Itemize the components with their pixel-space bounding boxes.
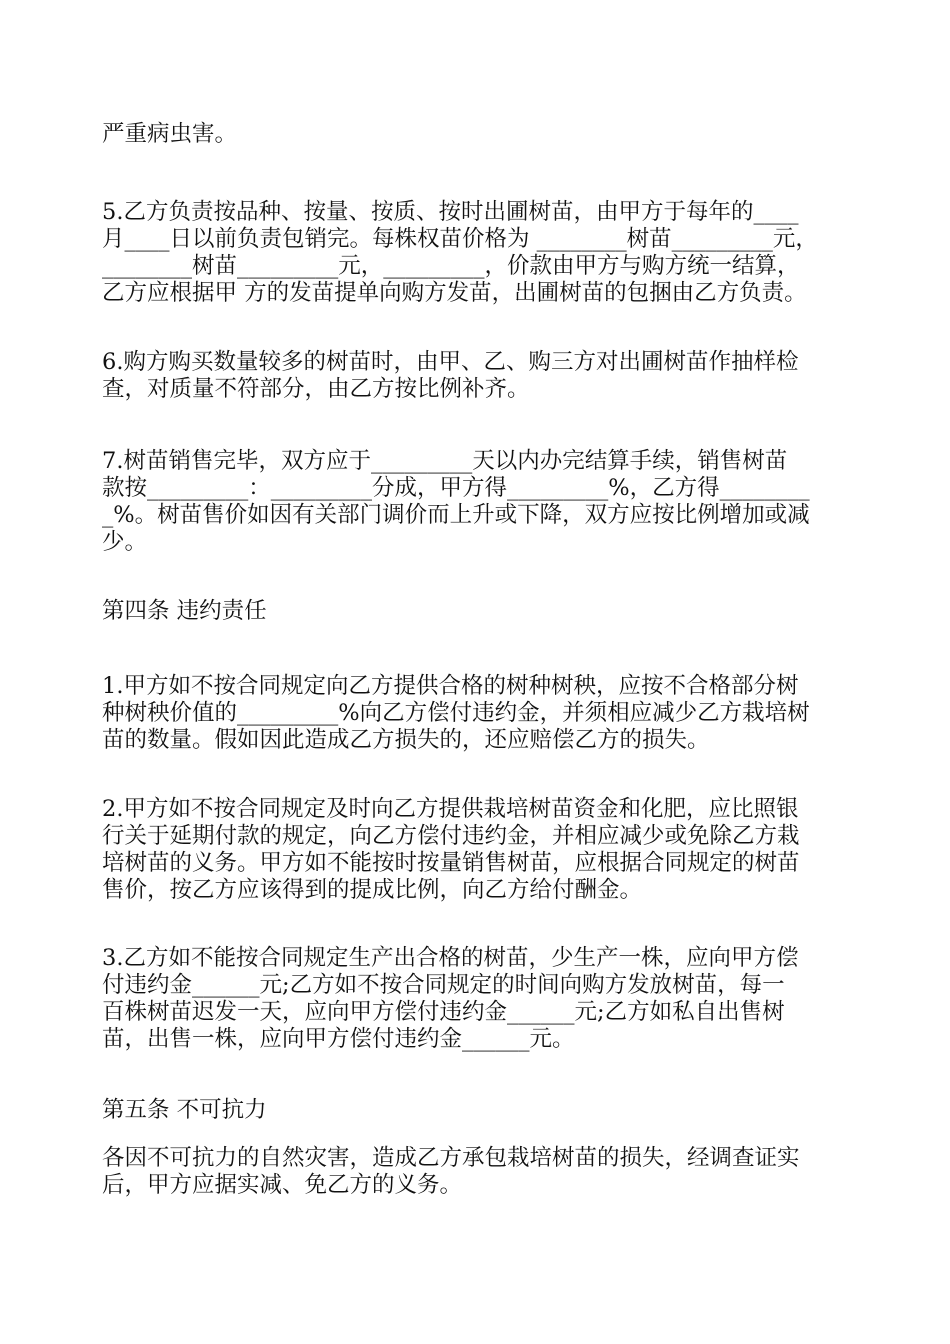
paragraph-line: 6.购方购买数量较多的树苗时，由甲、乙、购三方对出圃树苗作抽样检: [102, 349, 799, 375]
paragraph-line: 乙方应根据甲 方的发苗提单向购方发苗，出圃树苗的包捆由乙方负责。: [102, 280, 807, 306]
paragraph-line: 1.甲方如不按合同规定向乙方提供合格的树种树秧，应按不合格部分树: [102, 673, 799, 699]
paragraph-line: 种树秧价值的_________%向乙方偿付违约金，并须相应减少乙方栽培树: [102, 700, 810, 726]
paragraph-line: 后，甲方应据实减、免乙方的义务。: [102, 1172, 463, 1198]
paragraph-line: 7.树苗销售完毕，双方应于_________天以内办完结算手续，销售树苗: [102, 448, 788, 474]
paragraph-line: 培树苗的义务。甲方如不能按时按量销售树苗，应根据合同规定的树苗: [102, 850, 800, 876]
paragraph-line: 少。: [102, 529, 148, 555]
section-heading: 第五条 不可抗力: [102, 1097, 267, 1123]
paragraph-line: 各因不可抗力的自然灾害，造成乙方承包栽培树苗的损失，经调查证实: [102, 1145, 800, 1171]
paragraph-line: 3.乙方如不能按合同规定生产出合格的树苗，少生产一株，应向甲方偿: [102, 945, 799, 971]
paragraph-line: 查，对质量不符部分，由乙方按比例补齐。: [102, 376, 530, 402]
paragraph-line: _%。树苗售价如因有关部门调价而上升或下降，双方应按比例增加或减: [102, 502, 810, 528]
paragraph-line: 行关于延期付款的规定，向乙方偿付违约金，并相应减少或免除乙方栽: [102, 823, 800, 849]
paragraph-line: 售价，按乙方应该得到的提成比例，向乙方给付酬金。: [102, 877, 643, 903]
paragraph-line: 苗，出售一株，应向甲方偿付违约金______元。: [102, 1026, 575, 1052]
paragraph-line: 百株树苗迟发一天，应向甲方偿付违约金______元;乙方如私自出售树: [102, 999, 785, 1025]
paragraph-line: 严重病虫害。: [102, 121, 238, 147]
paragraph-line: ________树苗_________元，_________，价款由甲方与购方统一结算，: [102, 253, 800, 279]
paragraph-line: 2.甲方如不按合同规定及时向乙方提供栽培树苗资金和化肥，应比照银: [102, 796, 799, 822]
paragraph-line: 付违约金______元;乙方如不按合同规定的时间向购方发放树苗，每一: [102, 972, 785, 998]
paragraph-line: 5.乙方负责按品种、按量、按质、按时出圃树苗，由甲方于每年的____: [102, 199, 799, 225]
paragraph-line: 苗的数量。假如因此造成乙方损失的，还应赔偿乙方的损失。: [102, 727, 710, 753]
section-heading: 第四条 违约责任: [102, 598, 267, 624]
paragraph-line: 月____日以前负责包销完。每株权苗价格为 ________树苗_________元，: [102, 226, 818, 252]
paragraph-line: 款按_________：_________分成，甲方得_________%，乙方得________: [102, 475, 810, 501]
